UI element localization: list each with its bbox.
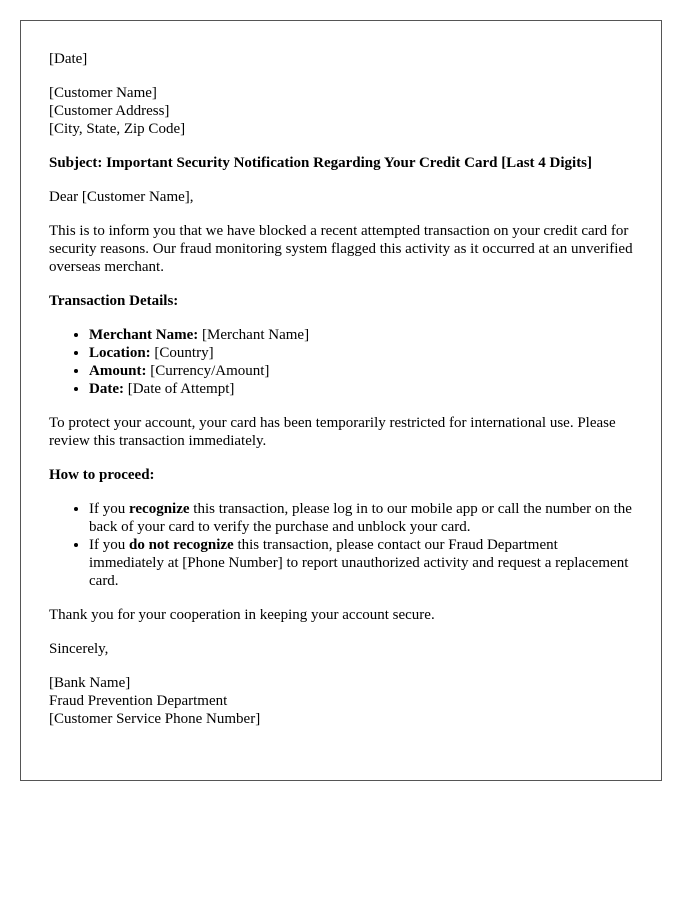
proceed-text: this transaction, please contact our Fraud Department immediately at [Phone Number] to report unauthorized activity and request a replacement card.: [89, 537, 629, 589]
department-name: Fraud Prevention Department: [49, 693, 228, 709]
proceed-text: If you: [89, 501, 129, 517]
transaction-details-list: [49, 326, 633, 398]
date-line: [Date]: [49, 51, 88, 67]
subject-text: Subject: Important Security Notification Regarding Your Credit Card [Last 4 Digits]: [49, 155, 593, 171]
detail-item-merchant: [89, 326, 633, 344]
detail-item-amount: [89, 362, 633, 380]
detail-item-location: [89, 344, 633, 362]
city-state-zip: [City, State, Zip Code]: [49, 121, 186, 137]
detail-label: Location:: [89, 345, 151, 361]
greeting: Dear [Customer Name],: [49, 189, 194, 205]
signature-block: [49, 674, 633, 728]
letter-document: [20, 20, 662, 781]
proceed-item-not-recognize: [89, 536, 633, 590]
proceed-list: [49, 500, 633, 590]
subject-line: [49, 154, 633, 172]
customer-address: [Customer Address]: [49, 103, 170, 119]
thanks-paragraph: Thank you for your cooperation in keeping your account secure.: [49, 607, 435, 623]
detail-label: Amount:: [89, 363, 147, 379]
proceed-heading: [49, 466, 633, 484]
bank-name: [Bank Name]: [49, 675, 131, 691]
detail-label: Merchant Name:: [89, 327, 199, 343]
detail-value: [Merchant Name]: [198, 327, 310, 343]
proceed-text: If you: [89, 537, 129, 553]
proceed-heading-text: How to proceed:: [49, 467, 155, 483]
proceed-emphasis: do not recognize: [129, 537, 234, 553]
details-heading-text: Transaction Details:: [49, 293, 179, 309]
protect-paragraph: To protect your account, your card has been temporarily restricted for international use. Please review this transaction immediately.: [49, 415, 616, 449]
service-phone: [Customer Service Phone Number]: [49, 711, 261, 727]
proceed-text: this transaction, please log in to our mobile app or call the number on the back of your card to verify the purchase and unblock your card.: [89, 501, 632, 535]
detail-item-date: [89, 380, 633, 398]
detail-value: [Currency/Amount]: [146, 363, 270, 379]
closing: Sincerely,: [49, 641, 109, 657]
detail-value: [Country]: [150, 345, 214, 361]
details-heading: [49, 292, 633, 310]
intro-paragraph: This is to inform you that we have blocked a recent attempted transaction on your credit card for security reasons. Our fraud monitoring system flagged this activity as it occurred at an unverified overseas merchant.: [49, 223, 633, 275]
customer-name: [Customer Name]: [49, 85, 157, 101]
proceed-emphasis: recognize: [129, 501, 190, 517]
detail-label: Date:: [89, 381, 124, 397]
detail-value: [Date of Attempt]: [123, 381, 235, 397]
recipient-address-block: [49, 84, 633, 138]
proceed-item-recognize: [89, 500, 633, 536]
